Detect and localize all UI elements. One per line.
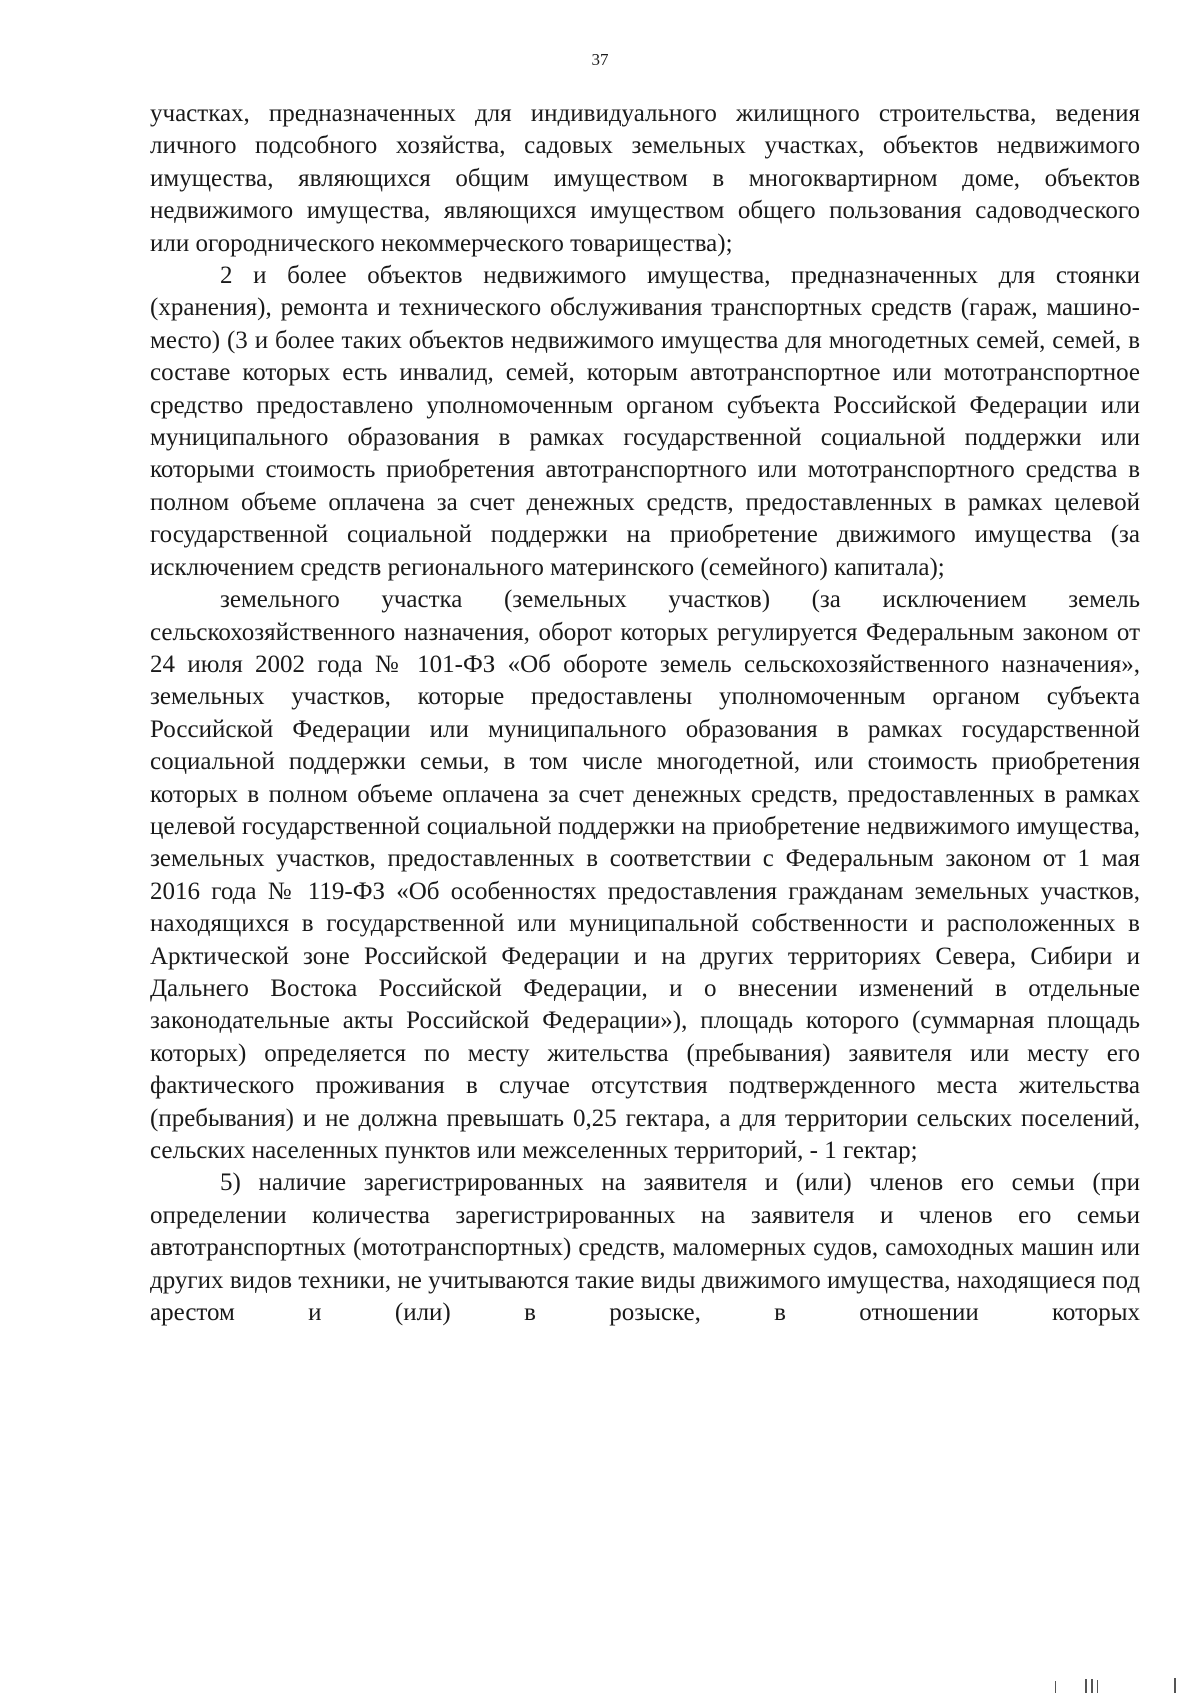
document-body [150, 98, 1140, 1329]
scan-artifact [1174, 1678, 1176, 1693]
page-number: 37 [591, 50, 609, 69]
scan-artifact [1097, 1680, 1098, 1693]
scan-artifact [1055, 1681, 1056, 1693]
scan-artifact [1091, 1679, 1093, 1693]
scan-artifact [1085, 1679, 1087, 1693]
paragraph-land-plots: земельного участка (земельных участков) (за исключением земель сельскохозяйственного назначения, оборот которых регулируется Федеральным законом от 24 июля 2002 года № 101-ФЗ «Об обороте земель сельскохозяйственного назначения», земельных участков, которые предоставлены уполномоченным органом субъекта Российской Федерации или муниципального образования в рамках государственной социальной поддержки семьи, в том числе многодетной, или стоимость приобретения которых в полном объеме оплачена за счет денежных средств, предоставленных в рамках целевой государственной социальной поддержки на приобретение недвижимого имущества, земельных участков, предоставленных в соответствии с Федеральным законом от 1 мая 2016 года № 119-ФЗ «Об особенностях предоставления гражданам земельных участков, находящихся в государственной или муниципальной собственности и расположенных в Арктической зоне Российской Федерации и на других территориях Севера, Сибири и Дальнего Востока Российской Федерации, и о внесении изменений в отдельные законодательные акты Российской Федерации»), площадь которого (суммарная площадь которых) определяется по месту жительства (пребывания) заявителя или месту его фактического проживания в случае отсутствия подтвержденного места жительства (пребывания) и не должна превышать 0,25 гектара, а для территории сельских поселений, сельских населенных пунктов или межселенных территорий, - 1 гектар; [150, 586, 1140, 1164]
paragraph-item-5: 5) наличие зарегистрированных на заявителя и (или) членов его семьи (при определении количества зарегистрированных на заявителя и членов его семьи автотранспортных (мототранспортных) средств, маломерных судов, самоходных машин или других видов техники, не учитываются такие виды движимого имущества, находящиеся под арестом и (или) в розыске, в отношении которых [150, 1169, 1140, 1327]
paragraph-continuation: участках, предназначенных для индивидуального жилищного строительства, ведения личного подсобного хозяйства, садовых земельных участках, объектов недвижимого имущества, являющихся общим имуществом в многоквартирном доме, объектов недвижимого имущества, являющихся имуществом общего пользования садоводческого или огороднического некоммерческого товарищества); [150, 100, 1140, 257]
paragraph-garage-objects: 2 и более объектов недвижимого имущества, предназначенных для стоянки (хранения), ремонта и технического обслуживания транспортных средств (гараж, машино-место) (3 и более таких объектов недвижимого имущества для многодетных семей, семей, в составе которых есть инвалид, семей, которым автотранспортное или мототранспортное средство предоставлено уполномоченным органом субъекта Российской Федерации или муниципального образования в рамках государственной социальной поддержки или которыми стоимость приобретения автотранспортного или мототранспортного средства в полном объеме оплачена за счет денежных средств, предоставленных в рамках целевой государственной социальной поддержки на приобретение движимого имущества (за исключением средств регионального материнского (семейного) капитала); [150, 262, 1140, 581]
